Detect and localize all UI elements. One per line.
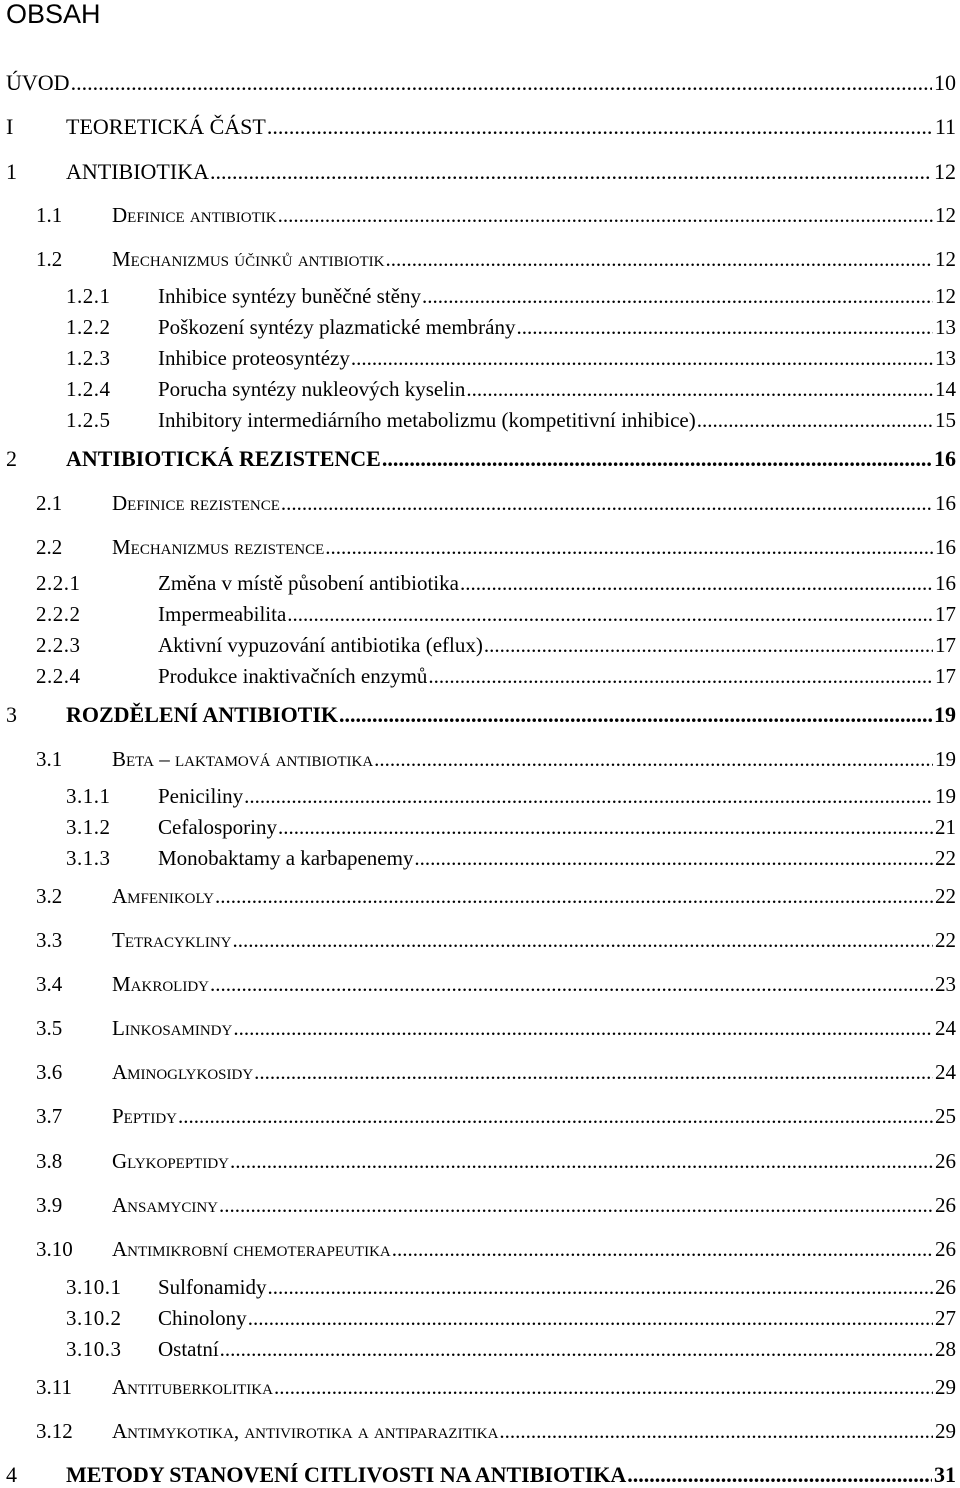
toc-entry-4[interactable] bbox=[6, 1462, 956, 1488]
toc-entry-number: 3.5 bbox=[36, 1016, 63, 1040]
toc-entry-3-7[interactable] bbox=[36, 1104, 956, 1129]
toc-entry-text: Sulfonamidy bbox=[158, 1275, 267, 1299]
toc-entry-number: 1.2.1 bbox=[66, 284, 111, 308]
toc-entry-number: 4 bbox=[6, 1462, 17, 1487]
toc-page-number: 22 bbox=[935, 928, 956, 952]
toc-leader bbox=[215, 884, 933, 909]
toc-leader bbox=[374, 747, 933, 772]
toc-entry-2-2-2[interactable] bbox=[36, 602, 956, 627]
toc-entry-1-2[interactable] bbox=[36, 247, 956, 272]
toc-page-number: 29 bbox=[935, 1419, 956, 1443]
toc-entry-1-2-4[interactable] bbox=[66, 377, 956, 402]
toc-leader bbox=[422, 284, 933, 309]
toc-page-number: 19 bbox=[934, 702, 956, 727]
toc-page-number: 17 bbox=[935, 664, 956, 688]
toc-page-number: 12 bbox=[935, 203, 956, 227]
toc-leader bbox=[233, 1016, 933, 1041]
toc-entry-number: 3.1.2 bbox=[66, 815, 111, 839]
toc-entry-number: 1 bbox=[6, 159, 17, 184]
toc-page-number: 24 bbox=[935, 1016, 956, 1040]
toc-entry-number: 1.2.4 bbox=[66, 377, 111, 401]
toc-leader bbox=[499, 1419, 933, 1444]
toc-leader bbox=[385, 247, 933, 272]
toc-entry-text: ROZDĚLENÍ ANTIBIOTIK bbox=[66, 702, 339, 727]
toc-entry-text: ÚVOD bbox=[6, 70, 70, 95]
toc-entry-text: Peniciliny bbox=[158, 784, 244, 808]
toc-entry-3-3[interactable] bbox=[36, 928, 956, 953]
toc-entry-3-1[interactable] bbox=[36, 747, 956, 772]
toc-entry-number: 3.12 bbox=[36, 1419, 73, 1443]
toc-entry-number: 2.2 bbox=[36, 535, 63, 559]
toc-entry-number: 3.7 bbox=[36, 1104, 63, 1128]
toc-page-number: 19 bbox=[935, 784, 956, 808]
toc-entry-3-2[interactable] bbox=[36, 884, 956, 909]
toc-entry-text: Cefalosporiny bbox=[158, 815, 277, 839]
toc-entry-number: 2.2.4 bbox=[36, 664, 81, 688]
toc-page-number: 21 bbox=[935, 815, 956, 839]
toc-entry-number: 3.1.3 bbox=[66, 846, 111, 870]
toc-entry-number: 1.2.5 bbox=[66, 408, 111, 432]
toc-entry-number: 3.4 bbox=[36, 972, 63, 996]
toc-entry-text: Monobaktamy a karbapenemy bbox=[158, 846, 414, 870]
toc-entry-number: 3.8 bbox=[36, 1149, 63, 1173]
toc-entry-text: Antituberkolitika bbox=[112, 1375, 273, 1399]
toc-page-number: 17 bbox=[935, 633, 956, 657]
toc-entry-text: Antimikrobní chemoterapeutika bbox=[112, 1237, 391, 1261]
toc-entry-number: 3.1.1 bbox=[66, 784, 111, 808]
toc-leader bbox=[627, 1462, 932, 1488]
toc-leader bbox=[210, 159, 932, 185]
toc-leader bbox=[516, 315, 933, 340]
toc-entry-text: TEORETICKÁ ČÁST bbox=[66, 114, 266, 139]
toc-entry-number: I bbox=[6, 114, 14, 139]
toc-page-number: 27 bbox=[935, 1306, 956, 1330]
toc-entry-1-2-1[interactable] bbox=[66, 284, 956, 309]
toc-entry-3-1-1[interactable] bbox=[66, 784, 956, 809]
toc-entry-number: 2.2.1 bbox=[36, 571, 81, 595]
toc-entry-3[interactable] bbox=[6, 702, 956, 728]
toc-entry-text: Glykopeptidy bbox=[112, 1149, 229, 1173]
toc-entry-3-12[interactable] bbox=[36, 1419, 956, 1444]
toc-entry-text: Porucha syntézy nukleových kyselin bbox=[158, 377, 466, 401]
toc-entry-text: Mechanizmus účinků antibiotik bbox=[112, 247, 385, 271]
toc-leader bbox=[268, 1275, 934, 1300]
toc-entry-2-1[interactable] bbox=[36, 491, 956, 516]
toc-leader bbox=[267, 114, 933, 140]
toc-page-number: 26 bbox=[935, 1237, 956, 1261]
toc-entry-text: Aktivní vypuzování antibiotika (eflux) bbox=[158, 633, 483, 657]
toc-page-number: 11 bbox=[934, 114, 956, 139]
toc-entry-number: 3.1 bbox=[36, 747, 63, 771]
toc-entry-number: 3 bbox=[6, 702, 17, 727]
toc-page-number: 16 bbox=[934, 446, 956, 471]
toc-entry-3-10-1[interactable] bbox=[66, 1275, 956, 1300]
toc-leader bbox=[254, 1060, 933, 1085]
toc-page-number: 29 bbox=[935, 1375, 956, 1399]
toc-entry-text: ANTIBIOTICKÁ REZISTENCE bbox=[66, 446, 381, 471]
toc-entry-number: 3.10.2 bbox=[66, 1306, 122, 1330]
toc-page-number: 13 bbox=[935, 346, 956, 370]
toc-entry-part-i[interactable] bbox=[6, 114, 956, 140]
toc-entry-text: Mechanizmus rezistence bbox=[112, 535, 325, 559]
toc-entry-number: 2.1 bbox=[36, 491, 63, 515]
toc-entry-number: 3.11 bbox=[36, 1375, 72, 1399]
toc-page-number: 16 bbox=[935, 535, 956, 559]
toc-leader bbox=[460, 571, 933, 596]
toc-leader bbox=[278, 815, 933, 840]
toc-entry-number: 3.3 bbox=[36, 928, 63, 952]
toc-leader bbox=[210, 972, 933, 997]
toc-entry-uvod[interactable] bbox=[6, 70, 956, 96]
toc-entry-text: Chinolony bbox=[158, 1306, 247, 1330]
toc-leader bbox=[230, 1149, 933, 1174]
toc-leader bbox=[71, 70, 932, 96]
toc-leader bbox=[274, 1375, 933, 1400]
toc-leader bbox=[244, 784, 933, 809]
toc-leader bbox=[281, 491, 933, 516]
toc-leader bbox=[325, 535, 933, 560]
toc-page-number: 16 bbox=[935, 491, 956, 515]
toc-page-number: 19 bbox=[935, 747, 956, 771]
toc-entry-number: 2.2.2 bbox=[36, 602, 81, 626]
toc-page-number: 14 bbox=[935, 377, 956, 401]
toc-leader bbox=[382, 446, 932, 472]
toc-entry-text: Linkosamindy bbox=[112, 1016, 233, 1040]
toc-page-number: 26 bbox=[935, 1193, 956, 1217]
toc-entry-number: 1.2.2 bbox=[66, 315, 111, 339]
toc-page-number: 28 bbox=[935, 1337, 956, 1361]
toc-page-number: 22 bbox=[935, 884, 956, 908]
toc-entry-text: Inhibice proteosyntézy bbox=[158, 346, 350, 370]
toc-entry-3-10-2[interactable] bbox=[66, 1306, 956, 1331]
toc-entry-1-2-2[interactable] bbox=[66, 315, 956, 340]
toc-page-number: 12 bbox=[934, 159, 956, 184]
toc-entry-text: Poškození syntézy plazmatické membrány bbox=[158, 315, 516, 339]
toc-entry-text: Ansamyciny bbox=[112, 1193, 219, 1217]
toc-page-number: 26 bbox=[935, 1275, 956, 1299]
toc-entry-3-11[interactable] bbox=[36, 1375, 956, 1400]
toc-entry-2-2-1[interactable] bbox=[36, 571, 956, 596]
toc-page-number: 23 bbox=[935, 972, 956, 996]
toc-entry-3-10[interactable] bbox=[36, 1237, 956, 1262]
toc-entry-number: 2.2.3 bbox=[36, 633, 81, 657]
page-title: OBSAH bbox=[6, 0, 101, 29]
toc-entry-3-1-2[interactable] bbox=[66, 815, 956, 840]
toc-leader bbox=[178, 1104, 933, 1129]
toc-page-number: 16 bbox=[935, 571, 956, 595]
toc-page-number: 25 bbox=[935, 1104, 956, 1128]
toc-page-number: 12 bbox=[935, 284, 956, 308]
toc-entry-number: 1.2 bbox=[36, 247, 63, 271]
toc-entry-1-1[interactable] bbox=[36, 203, 956, 228]
toc-page-number: 26 bbox=[935, 1149, 956, 1173]
toc-entry-text: ANTIBIOTIKA bbox=[66, 159, 209, 184]
toc-entry-text: Změna v místě působení antibiotika bbox=[158, 571, 459, 595]
toc-entry-number: 3.10 bbox=[36, 1237, 73, 1261]
toc-page-number: 17 bbox=[935, 602, 956, 626]
toc-leader bbox=[351, 346, 933, 371]
toc-page-number: 10 bbox=[934, 70, 956, 95]
toc-entry-3-10-3[interactable] bbox=[66, 1337, 956, 1362]
toc-entry-text: Ostatní bbox=[158, 1337, 219, 1361]
toc-entry-1[interactable] bbox=[6, 159, 956, 185]
toc-leader bbox=[466, 377, 933, 402]
toc-entry-text: Aminoglykosidy bbox=[112, 1060, 254, 1084]
toc-entry-number: 3.10.1 bbox=[66, 1275, 122, 1299]
toc-leader bbox=[287, 602, 933, 627]
toc-page-number: 12 bbox=[935, 247, 956, 271]
toc-entry-text: Amfenikoly bbox=[112, 884, 214, 908]
toc-entry-number: 3.6 bbox=[36, 1060, 63, 1084]
toc-leader bbox=[278, 203, 933, 228]
toc-entry-text: Makrolidy bbox=[112, 972, 209, 996]
toc-entry-1-2-5[interactable] bbox=[66, 408, 956, 433]
toc-entry-3-5[interactable] bbox=[36, 1016, 956, 1041]
toc-entry-text: METODY STANOVENÍ CITLIVOSTI NA ANTIBIOTIKA bbox=[66, 1462, 627, 1487]
toc-entry-text: Inhibitory intermediárního metabolizmu (kompetitivní inhibice) bbox=[158, 408, 696, 432]
toc-page-number: 24 bbox=[935, 1060, 956, 1084]
toc-entry-text: Antimykotika, antivirotika a antiparazitika bbox=[112, 1419, 499, 1443]
toc-entry-3-9[interactable] bbox=[36, 1193, 956, 1218]
toc-entry-2[interactable] bbox=[6, 446, 956, 472]
toc-leader bbox=[697, 408, 933, 433]
toc-page-number: 13 bbox=[935, 315, 956, 339]
toc-entry-3-1-3[interactable] bbox=[66, 846, 956, 871]
toc-page-number: 31 bbox=[934, 1462, 956, 1487]
toc-entry-number: 1.2.3 bbox=[66, 346, 111, 370]
toc-page-number: 22 bbox=[935, 846, 956, 870]
toc-entry-3-8[interactable] bbox=[36, 1149, 956, 1174]
toc-entry-text: Inhibice syntézy buněčné stěny bbox=[158, 284, 421, 308]
toc-entry-3-4[interactable] bbox=[36, 972, 956, 997]
toc-entry-2-2-3[interactable] bbox=[36, 633, 956, 658]
toc-entry-number: 1.1 bbox=[36, 203, 63, 227]
toc-entry-text: Beta – laktamová antibiotika bbox=[112, 747, 374, 771]
toc-entry-1-2-3[interactable] bbox=[66, 346, 956, 371]
toc-entry-text: Definice rezistence bbox=[112, 491, 280, 515]
toc-entry-number: 3.2 bbox=[36, 884, 63, 908]
toc-leader bbox=[232, 928, 933, 953]
toc-leader bbox=[414, 846, 933, 871]
toc-entry-text: Tetracykliny bbox=[112, 928, 232, 952]
toc-page-number: 15 bbox=[935, 408, 956, 432]
toc-leader bbox=[219, 1193, 933, 1218]
toc-leader bbox=[484, 633, 933, 658]
toc-entry-text: Impermeabilita bbox=[158, 602, 287, 626]
toc-leader bbox=[220, 1337, 933, 1362]
toc-leader bbox=[392, 1237, 933, 1262]
toc-leader bbox=[428, 664, 933, 689]
toc-entry-number: 3.10.3 bbox=[66, 1337, 122, 1361]
toc-entry-number: 2 bbox=[6, 446, 17, 471]
toc-entry-2-2[interactable] bbox=[36, 535, 956, 560]
toc-entry-text: Produkce inaktivačních enzymů bbox=[158, 664, 428, 688]
toc-entry-2-2-4[interactable] bbox=[36, 664, 956, 689]
toc-leader bbox=[339, 702, 932, 728]
toc-entry-text: Definice antibiotik bbox=[112, 203, 277, 227]
toc-entry-3-6[interactable] bbox=[36, 1060, 956, 1085]
toc-entry-number: 3.9 bbox=[36, 1193, 63, 1217]
toc-entry-text: Peptidy bbox=[112, 1104, 178, 1128]
toc-leader bbox=[248, 1306, 933, 1331]
